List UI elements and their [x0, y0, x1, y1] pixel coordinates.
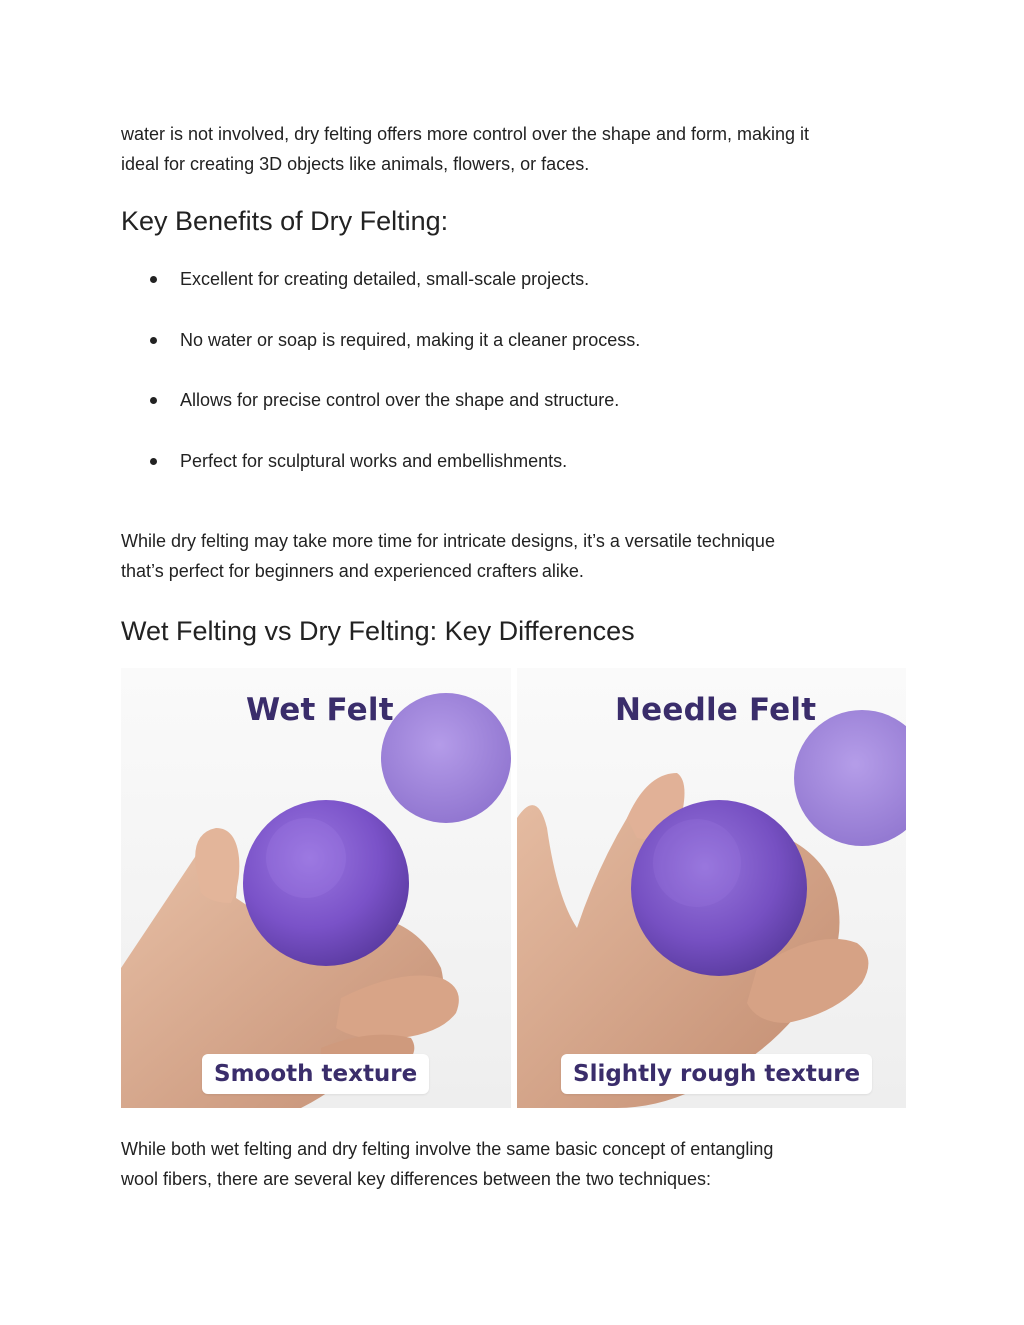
benefit-text: Excellent for creating detailed, small-scale projects. — [180, 269, 590, 289]
comparison-image — [121, 668, 906, 1108]
summary-line-1: While dry felting may take more time for intricate designs, it’s a versatile technique — [121, 531, 775, 551]
closing-line-1: While both wet felting and dry felting involve the same basic concept of entangling — [121, 1139, 774, 1159]
bullet-icon — [150, 337, 157, 344]
needle-felt-caption: Slightly rough texture — [561, 1054, 872, 1094]
wet-felt-panel — [121, 668, 511, 1108]
wet-felt-caption: Smooth texture — [202, 1054, 429, 1094]
intro-line-1: water is not involved, dry felting offers more control over the shape and form, making it — [121, 124, 809, 144]
list-item — [121, 385, 906, 446]
benefit-text: No water or soap is required, making it a cleaner process. — [180, 329, 641, 350]
list-item — [121, 264, 906, 325]
wet-felt-title: Wet Felt — [246, 692, 394, 728]
benefits-list — [121, 264, 906, 506]
needle-felt-photo — [517, 668, 906, 1108]
list-item — [121, 446, 906, 507]
intro-paragraph — [121, 119, 906, 179]
bullet-icon — [150, 397, 157, 404]
summary-paragraph — [121, 526, 906, 586]
differences-heading: Wet Felting vs Dry Felting: Key Differences — [121, 616, 635, 646]
bullet-icon — [150, 458, 157, 465]
summary-line-2: that’s perfect for beginners and experienced crafters alike. — [121, 561, 584, 581]
needle-felt-panel — [517, 668, 906, 1108]
list-item — [121, 325, 906, 386]
closing-paragraph — [121, 1134, 906, 1194]
benefit-text: Allows for precise control over the shape and structure. — [180, 390, 620, 410]
bullet-icon — [150, 276, 157, 283]
wet-felt-photo — [121, 668, 511, 1108]
benefit-text: Perfect for sculptural works and embellishments. — [180, 450, 568, 471]
benefits-heading: Key Benefits of Dry Felting: — [121, 206, 449, 236]
closing-line-2: wool fibers, there are several key differences between the two techniques: — [121, 1169, 712, 1189]
needle-felt-title: Needle Felt — [615, 692, 817, 728]
intro-line-2: ideal for creating 3D objects like animals, flowers, or faces. — [121, 154, 590, 174]
